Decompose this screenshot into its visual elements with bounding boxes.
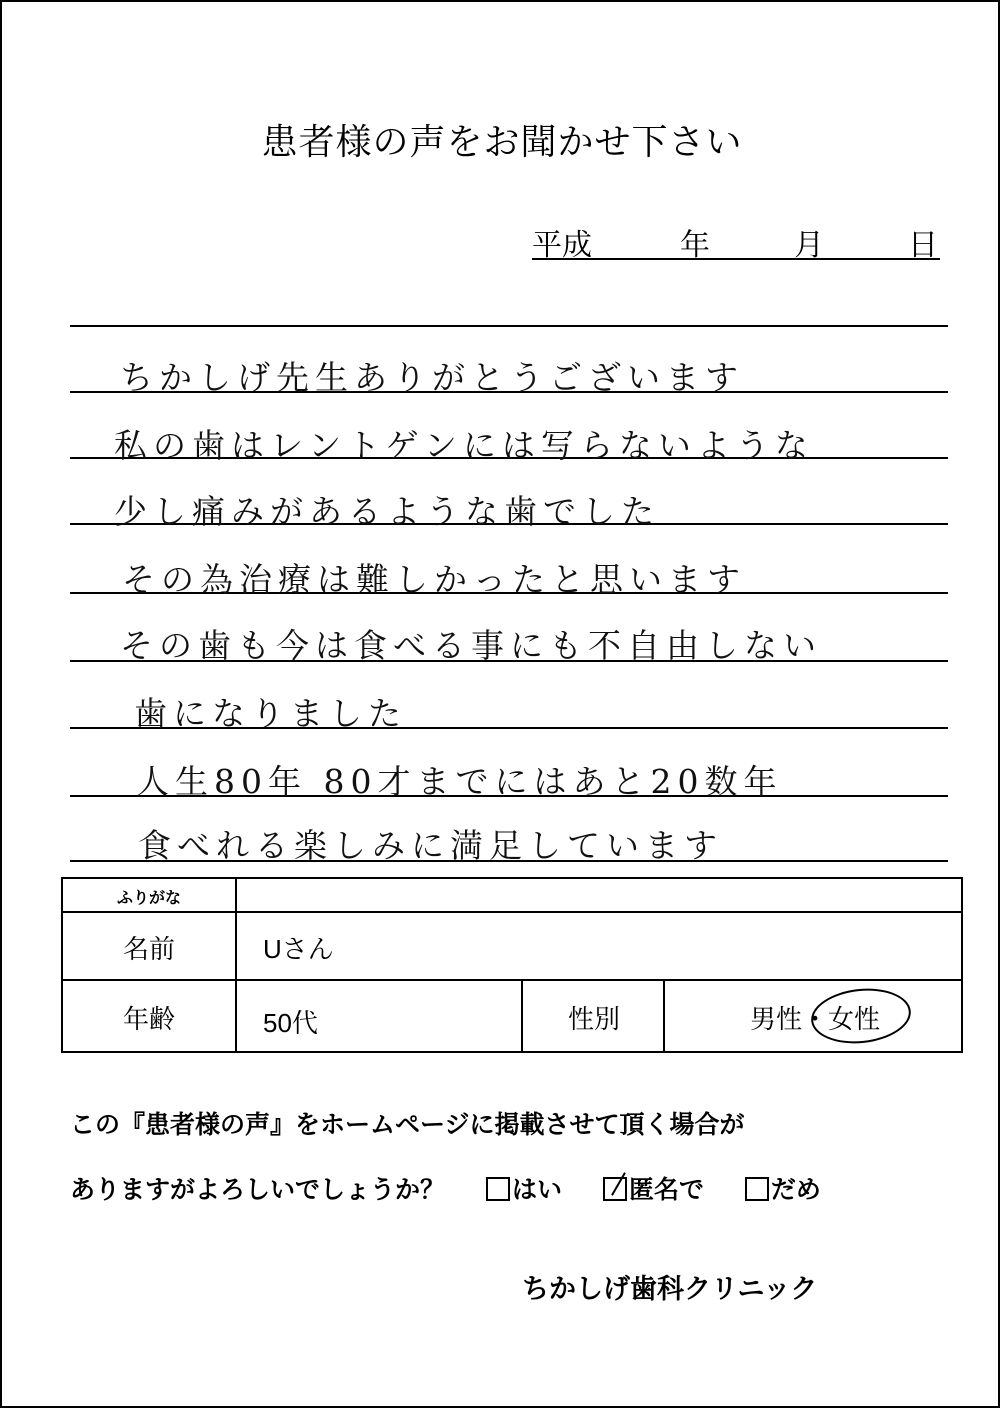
- name-field[interactable]: Uさん: [263, 934, 334, 964]
- consent-option-label: はい: [511, 1176, 562, 1204]
- consent-option-anonymous[interactable]: [603, 1176, 704, 1204]
- consent-question-text: ありますがよろしいでしょうか？: [70, 1176, 446, 1204]
- selection-circle-icon: [808, 984, 913, 1048]
- gender-options[interactable]: 男性・女性: [749, 1004, 880, 1034]
- consent-option-no[interactable]: [745, 1176, 821, 1204]
- clinic-name: ちかしげ歯科クリニック: [522, 1274, 818, 1304]
- comment-line-6: 歯になりました: [134, 694, 407, 733]
- gender-label: 性別: [567, 1004, 620, 1034]
- patient-info-table: [61, 877, 963, 1053]
- date-era: 平成: [532, 228, 592, 263]
- furigana-label: ふりがな: [116, 890, 181, 907]
- consent-question-line-1: この『患者様の声』をホームページに掲載させて頂く場合が: [70, 1111, 745, 1139]
- comment-line-4: その為治療は難しかったと思います: [122, 560, 746, 599]
- date-year: 年: [680, 228, 710, 263]
- ruled-line: [70, 325, 948, 327]
- comment-line-5: その歯も今は食べる事にも不自由しない: [120, 626, 822, 665]
- comment-line-3: 少し痛みがあるような歯でした: [114, 492, 660, 531]
- age-field[interactable]: 50代: [263, 1008, 318, 1038]
- form-title: 患者様の声をお聞かせ下さい: [261, 122, 743, 163]
- comment-line-1: ちかしげ先生ありがとうございます: [120, 358, 744, 397]
- table-divider: [235, 879, 237, 1053]
- consent-option-yes[interactable]: [486, 1176, 562, 1204]
- comment-line-2: 私の歯はレントゲンには写らないような: [114, 426, 814, 465]
- date-day: 日: [908, 228, 938, 263]
- table-divider: [63, 911, 961, 913]
- checked-checkbox-icon[interactable]: [603, 1177, 627, 1201]
- consent-option-label: 匿名で: [628, 1176, 704, 1204]
- table-divider: [63, 979, 961, 981]
- name-label: 名前: [122, 934, 175, 964]
- age-label: 年齢: [122, 1004, 175, 1034]
- consent-option-label: だめ: [770, 1176, 821, 1204]
- checkbox-icon[interactable]: [745, 1177, 769, 1201]
- date-line: [532, 220, 940, 263]
- comment-line-7: 人生80年 80才までにはあと20数年: [136, 762, 783, 801]
- consent-question-line-2: [70, 1170, 821, 1206]
- checkbox-icon[interactable]: [486, 1177, 510, 1201]
- comment-line-8: 食べれる楽しみに満足しています: [138, 826, 723, 865]
- date-month: 月: [794, 228, 824, 263]
